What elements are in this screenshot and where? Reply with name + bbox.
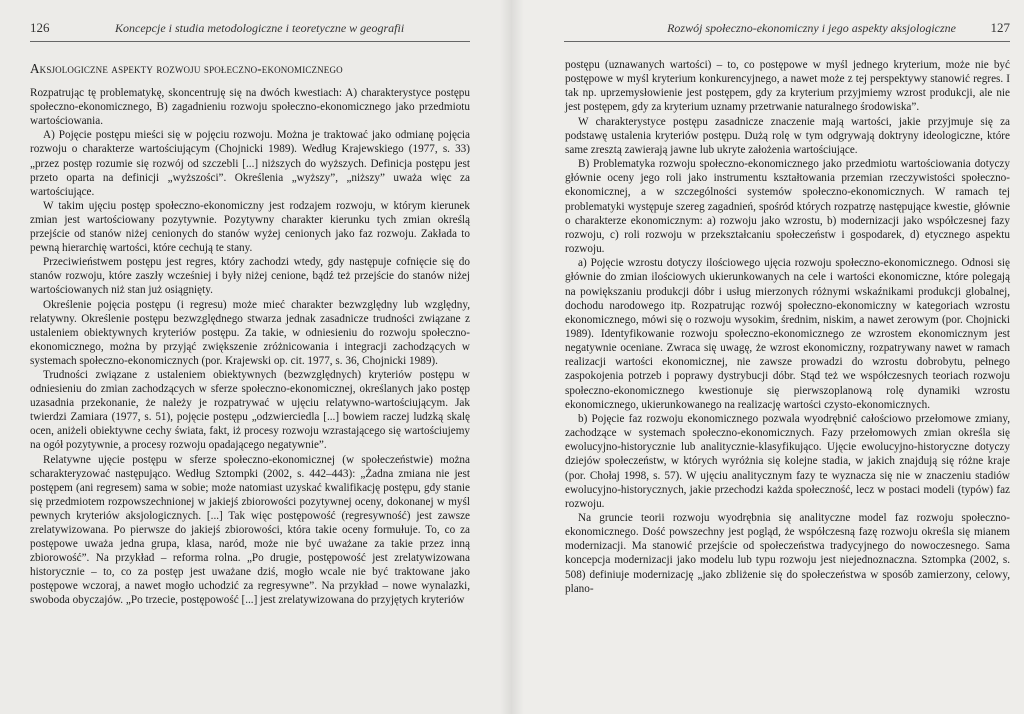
paragraph: postępu (uznawanych wartości) – to, co postępowe w myśl jednego kryterium, może nie być postępowe w myśl kryterium konkurencyjnego, a nawet może z tej perspektywy stanowić regres. I tak np. uprzemysłowienie jest postępem, gdy za kryterium przyjmiemy wzrost produkcji, ale nie jest postępem, gdy za kryterium uznamy przetrwanie naturalnego środowiska”. — [565, 59, 1010, 114]
paragraph: Na gruncie teorii rozwoju wyodrębnia się analityczne model faz rozwoju społeczno-ekonomicznego. Dość powszechny jest pogląd, że współczesną fazę rozwoju określa się mianem modernizacji. Ma stanowić przejście od społeczeństwa tradycyjnego do nowoczesnego. Sama koncepcja modernizacji jako modelu lub typu rozwoju jest niejednoznaczna. Sztompka (2002, s. 508) definiuje modernizację „jako zbliżenie się do społeczeństwa w sposób zamierzony, celowy, plano- — [565, 512, 1010, 595]
right-page-header — [564, 20, 1010, 40]
right-running-head: Rozwój społeczno-ekonomiczny i jego aspekty aksjologiczne — [667, 21, 956, 35]
paragraph: B) Problematyka rozwoju społeczno-ekonomicznego jako przedmiotu wartościowania dotyczy głównie oceny jego roli jako instrumentu kształtowania przemian rzeczywistości społeczno-ekonomicznej, a w szczególności systemów społeczno-ekonomicznych. W ramach tej problematyki występuje szereg zagadnień, spośród których rozpatrzę następujące kwestie, głównie o charakterze ekonomicznym: a) rozwoju jako wzrostu, b) modernizacji jako współczesnej fazy rozwoju, c) roli rozwoju w przekształcaniu społeczeństw i gospodarek, d) etycznego aspektu rozwoju. — [565, 158, 1010, 256]
paragraph: W charakterystyce postępu zasadnicze znaczenie mają wartości, jakie przyjmuje się za podstawę ustalenia kryteriów postępu. Dużą rolę w tym odgrywają doktryny ideologiczne, które same zresztą zawierają jawne lub ukryte założenia wartościujące. — [565, 115, 1010, 156]
right-page-body — [565, 58, 1010, 596]
paragraph: b) Pojęcie faz rozwoju ekonomicznego pozwala wyodrębnić całościowo przełomowe zmiany, zachodzące w systemach społeczno-ekonomicznych. Fazy przełomowych zmian określa się ewolucyjno-historycznie lub analitycznie-klasyfikująco. Ujęcie ewolucyjno-historyczne dotyczy dziejów społeczeństw, w których wyróżnia się kolejne stadia, w jakich znajdują się różne kraje (por. Chołaj 1998, s. 57). W ujęciu analitycznym fazy te wyznacza się nie w znaczeniu stadiów ewolucyjno-historycznych, jakie przechodzi każda społeczność, lecz w postaci modeli (typów) faz rozwoju. — [565, 412, 1010, 510]
right-header-rule — [564, 41, 1010, 42]
left-page-header — [30, 20, 470, 40]
left-page-number: 126 — [30, 20, 50, 35]
right-page — [512, 0, 1024, 714]
left-header-rule — [30, 41, 470, 42]
paragraph: Relatywne ujęcie postępu w sferze społeczno-ekonomicznej (w społeczeństwie) można scharakteryzować następująco. Według Sztompki (2002, s. 442–443): „Żadna zmiana nie jest postępem (ani regresem) sama w sobie; może natomiast uzyskać kwalifikację postępu, gdy stanie się przedmiotem rozpowszechnionej w jakiejś zbiorowości pozytywnej oceny, dokonanej w myśl pewnych kryteriów aksjologicznych. [...] Tak więc postępowość (regresywność) jest zawsze zrelatywizowana. Po pierwsze do jakiejś zbiorowości, która takie oceny formułuje. To, co za postępowe uważa jedna grupa, klasa, naród, może nie być uważane za takie przez inną zbiorowość”. Na przykład – reforma rolna. „Po drugie, postępowość jest zrelatywizowana historycznie – to, co za postęp jest uważane dziś, mogło wcale nie być traktowane jako postępowe wczoraj, a nawet mogło uchodzić za regresywne”. Na przykład – nowe wynalazki, swoboda obyczajów. „Po trzecie, postępowość [...] jest zrelatywizowana do przyjętych kryteriów — [30, 453, 470, 607]
section-heading: Aksjologiczne aspekty rozwoju społeczno-ekonomicznego — [30, 61, 343, 76]
book-gutter-shadow — [500, 0, 524, 714]
right-page-number: 127 — [990, 20, 1010, 35]
paragraph: Określenie pojęcia postępu (i regresu) może mieć charakter bezwzględny lub względny, relatywny. Określenie postępu bezwzględnego stwarza jednak zasadnicze trudności związane z ustaleniem obiektywnych kryteriów postępu. Za takie, w odniesieniu do rozwoju społeczno-ekonomicznego, można by przyjąć zwiększenie zróżnicowania i integracji zachodzących w systemach społeczno-ekonomicznych (por. Krajewski op. cit. 1977, s. 36, Chojnicki 1989). — [30, 298, 470, 367]
paragraph: a) Pojęcie wzrostu dotyczy ilościowego ujęcia rozwoju społeczno-ekonomicznego. Odnosi się głównie do zmian ilościowych ukierunkowanych na cele i wartości ekonomiczne, które polegają na powiększaniu produkcji dóbr i usług mierzonych różnymi wskaźnikami produkcji globalnej, dochodu narodowego itp. Rozpatrując rozwój społeczno-ekonomiczny w kategoriach wzrostu ekonomicznego, mówi się o rozwoju wysokim, średnim, niskim, a nawet zerowym (por. Chojnicki 1989). Identyfikowanie rozwoju społeczno-ekonomicznego ze wzrostem ekonomicznym jest negatywnie oceniane. Zwraca się uwagę, że wzrost ekonomiczny, rozpatrywany nawet w ramach realizacji wartości ekonomicznej, nie zawsze prowadzi do wzrostu dobrobytu, pełnego zaspokojenia potrzeb i poprawy dystrybucji dóbr. Stąd też we współczesnych teoriach rozwoju społeczno-ekonomicznego kwestionuje się pierwszoplanową rolę dynamiki wzrostu ekonomicznego, ukierunkowanego na realizację wartości czysto-ekonomicznych. — [565, 257, 1010, 411]
left-page-body — [30, 62, 470, 608]
paragraph: Przeciwieństwem postępu jest regres, który zachodzi wtedy, gdy następuje cofnięcie się do stanów rozwoju, które zaszły wcześniej i były niżej cenione, bądź też przejście do stanów niżej wartościowanych niż stan już osiągnięty. — [30, 256, 470, 297]
paragraph: A) Pojęcie postępu mieści się w pojęciu rozwoju. Można je traktować jako odmianę pojęcia rozwoju o charakterze wartościującym (Chojnicki 1989). Według Krajewskiego (1977, s. 33) „przez postęp rozumie się rozwój od szczebli [...] niższych do wyższych. Definicja postępu jest przeto oparta na definicji „wyższości”. Określenia „wyższy”, „niższy” uważa więc za wartościujące. — [30, 129, 470, 198]
left-running-head: Koncepcje i studia metodologiczne i teoretyczne w geografii — [115, 21, 405, 35]
paragraph: Rozpatrując tę problematykę, skoncentruję się na dwóch kwestiach: A) charakterystyce postępu społeczno-ekonomicznego, B) zagadnieniu rozwoju społeczno-ekonomicznego jako przedmiotu wartościowania. — [30, 87, 470, 128]
paragraph: Trudności związane z ustaleniem obiektywnych (bezwzględnych) kryteriów postępu w odniesieniu do zmian zachodzących w sferze społeczno-ekonomicznej, określanych jako postęp uzasadnia przekonanie, że należy je rozpatrywać w ujęciu relatywno-wartościującym. Jak twierdzi Zamiara (1977, s. 51), pojęcie postępu „odzwierciedla [...] bowiem raczej ludzką skalę ocen, aniżeli obiektywne cechy świata, fakt, iż procesy rozwoju wzrastającego się wartościujemy na ogół pozytywnie, a procesy rozwoju opadającego negatywnie”. — [30, 368, 470, 452]
paragraph: W takim ujęciu postęp społeczno-ekonomiczny jest rodzajem rozwoju, w którym kierunek zmian jest wartościowany pozytywnie. Pozytywny charakter kierunku tych zmian określą przejście od stanów niżej cenionych do stanów wyżej cenionych jako faz rozwoju. Zakłada to pewną hierarchię wartości, które cechują te stany. — [30, 199, 470, 255]
